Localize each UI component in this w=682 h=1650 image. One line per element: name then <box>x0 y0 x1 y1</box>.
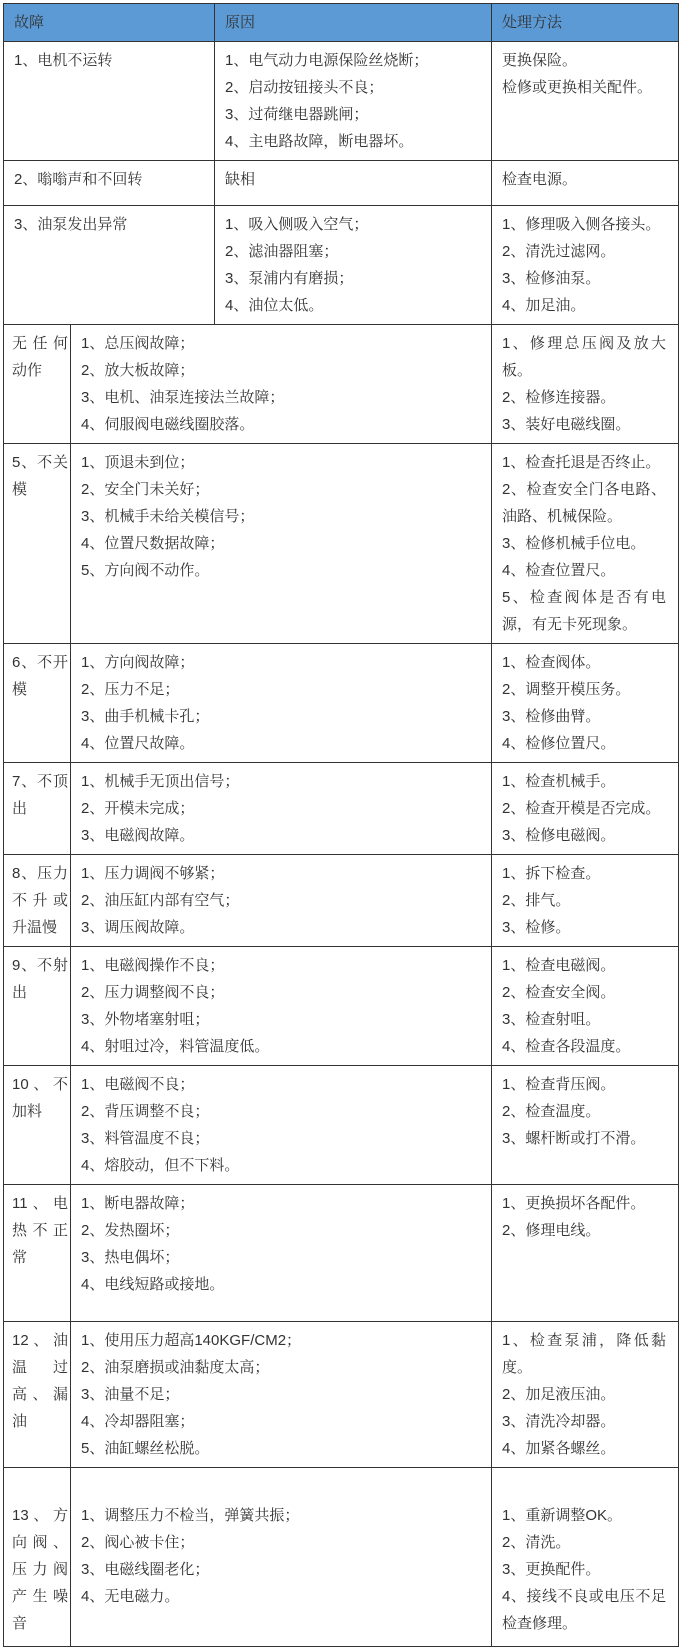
cause-item: 1、吸入侧吸入空气； <box>225 216 369 233</box>
troubleshooting-document <box>0 3 682 1647</box>
cause-item: 1、使用压力超高140KGF/CM2； <box>81 1332 302 1349</box>
fault-line: 11、电 <box>12 1195 68 1212</box>
cause-item: 1、机械手无顶出信号； <box>81 773 240 790</box>
treatment-item: 1、拆下检查。 <box>502 865 601 882</box>
treatment-item: 1、修理总压阀及放大板。 <box>502 335 666 379</box>
cause-cell <box>71 325 492 443</box>
cause-item: 2、背压调整不良； <box>81 1103 210 1120</box>
cause-item: 2、开模未完成； <box>81 800 195 817</box>
fault-line: 模 <box>12 681 28 698</box>
treatment-cell <box>492 763 678 854</box>
treatment-item: 3、检修曲臂。 <box>502 708 601 725</box>
cause-item: 2、放大板故障； <box>81 362 195 379</box>
header-cell-remedy <box>492 4 678 41</box>
cause-item: 2、发热圈坏； <box>81 1222 180 1239</box>
cause-item: 4、射咀过冷，料管温度低。 <box>81 1038 270 1055</box>
fault-table <box>3 3 679 1647</box>
cause-item: 3、热电偶坏； <box>81 1249 180 1266</box>
fault-line: 动作 <box>12 362 43 379</box>
table-row <box>4 1468 678 1646</box>
treatment-item: 2、清洗。 <box>502 1534 571 1551</box>
header-label-cause: 原因 <box>225 14 256 31</box>
cause-item: 2、安全门未关好； <box>81 481 210 498</box>
cause-item: 1、总压阀故障； <box>81 335 195 352</box>
table-row <box>4 763 678 855</box>
fault-cell <box>4 1185 71 1321</box>
header-cell-cause <box>215 4 492 41</box>
fault-line: 向阀、 <box>12 1534 68 1551</box>
treatment-item: 3、检修油泵。 <box>502 270 601 287</box>
fault-line: 加料 <box>12 1103 43 1120</box>
cause-item: 2、油压缸内部有空气； <box>81 892 240 909</box>
cause-item: 3、电机、油泵连接法兰故障； <box>81 389 285 406</box>
treatment-item: 4、加足油。 <box>502 297 586 314</box>
cause-item: 3、料管温度不良； <box>81 1130 210 1147</box>
treatment-item: 4、检修位置尺。 <box>502 735 616 752</box>
table-header-row <box>4 4 678 42</box>
fault-cell <box>4 1066 71 1184</box>
cause-item: 1、压力调阀不够紧； <box>81 865 225 882</box>
cause-item: 1、顶退未到位； <box>81 454 195 471</box>
cause-item: 2、滤油器阻塞； <box>225 243 339 260</box>
treatment-item: 检查电源。 <box>502 171 578 188</box>
fault-line: 7、不顶 <box>12 773 68 790</box>
cause-item: 1、电磁阀不良； <box>81 1076 195 1093</box>
table-row <box>4 325 678 444</box>
cause-item: 缺相 <box>225 171 256 188</box>
treatment-item: 2、排气。 <box>502 892 571 909</box>
table-row <box>4 161 678 206</box>
fault-line: 出 <box>12 984 28 1001</box>
treatment-item: 3、清洗冷却器。 <box>502 1413 616 1430</box>
cause-item: 2、启动按钮接头不良； <box>225 79 384 96</box>
cause-item: 4、油位太低。 <box>225 297 324 314</box>
cause-cell <box>71 855 492 946</box>
fault-cell <box>4 947 71 1065</box>
treatment-item: 1、检查背压阀。 <box>502 1076 616 1093</box>
treatment-item: 1、检查阀体。 <box>502 654 601 671</box>
fault-line: 1、电机不运转 <box>14 52 113 69</box>
cause-item: 3、外物堵塞射咀； <box>81 1011 210 1028</box>
cause-item: 1、调整压力不检当，弹簧共振； <box>81 1507 300 1524</box>
cause-item: 2、油泵磨损或油黏度太高； <box>81 1359 270 1376</box>
cause-item: 3、电磁线圈老化； <box>81 1561 210 1578</box>
cause-item: 3、油量不足； <box>81 1386 180 1403</box>
table-row <box>4 1322 678 1468</box>
treatment-item: 更换保险。 <box>502 52 578 69</box>
treatment-item: 3、检修机械手位电。 <box>502 535 646 552</box>
cause-item: 5、油缸螺丝松脱。 <box>81 1440 210 1457</box>
fault-line: 12、油 <box>12 1332 68 1349</box>
treatment-item: 3、装好电磁线圈。 <box>502 416 631 433</box>
fault-line: 升温慢 <box>12 919 58 936</box>
fault-line: 温过 <box>12 1359 68 1376</box>
cause-item: 4、位置尺故障。 <box>81 735 195 752</box>
fault-cell <box>4 1468 71 1646</box>
treatment-item: 2、检查开模是否完成。 <box>502 800 661 817</box>
header-cell-fault <box>4 4 215 41</box>
treatment-item: 2、加足液压油。 <box>502 1386 616 1403</box>
cause-item: 3、泵浦内有磨损； <box>225 270 354 287</box>
cause-cell <box>71 947 492 1065</box>
treatment-item: 2、修理电线。 <box>502 1222 601 1239</box>
treatment-item: 1、更换损坏各配件。 <box>502 1195 646 1212</box>
treatment-cell <box>492 444 678 643</box>
cause-item: 4、无电磁力。 <box>81 1588 180 1605</box>
header-label-fault: 故障 <box>14 14 45 31</box>
treatment-item: 4、加紧各螺丝。 <box>502 1440 616 1457</box>
fault-line: 5、不关 <box>12 454 68 471</box>
fault-cell <box>4 444 71 643</box>
fault-cell <box>4 1322 71 1467</box>
cause-item: 4、位置尺数据故障； <box>81 535 225 552</box>
fault-line: 产生噪 <box>12 1588 68 1605</box>
treatment-cell <box>492 644 678 762</box>
treatment-cell <box>492 855 678 946</box>
fault-line: 6、不开 <box>12 654 68 671</box>
treatment-cell <box>492 947 678 1065</box>
treatment-item: 2、检查温度。 <box>502 1103 601 1120</box>
treatment-cell <box>492 1066 678 1184</box>
fault-line: 8、压力 <box>12 865 68 882</box>
cause-cell <box>71 1185 492 1321</box>
cause-cell <box>71 1468 492 1646</box>
cause-item: 3、调压阀故障。 <box>81 919 195 936</box>
treatment-cell <box>492 1185 678 1321</box>
cause-item: 3、曲手机械卡孔； <box>81 708 210 725</box>
cause-item: 3、机械手未给关模信号； <box>81 508 255 525</box>
fault-cell <box>4 206 215 324</box>
cause-item: 5、方向阀不动作。 <box>81 562 210 579</box>
table-body <box>4 42 678 1646</box>
treatment-item: 1、检查机械手。 <box>502 773 616 790</box>
treatment-item: 2、清洗过滤网。 <box>502 243 616 260</box>
fault-line: 压力阀 <box>12 1561 68 1578</box>
treatment-item: 3、检修。 <box>502 919 571 936</box>
cause-item: 4、冷却器阻塞； <box>81 1413 195 1430</box>
cause-item: 2、压力调整阀不良； <box>81 984 225 1001</box>
fault-cell <box>4 763 71 854</box>
cause-cell <box>215 206 492 324</box>
treatment-cell <box>492 1322 678 1467</box>
fault-line: 模 <box>12 481 28 498</box>
treatment-item: 1、检查电磁阀。 <box>502 957 616 974</box>
cause-item: 3、过荷继电器跳闸； <box>225 106 369 123</box>
treatment-item: 3、螺杆断或打不滑。 <box>502 1130 646 1147</box>
cause-item: 4、伺服阀电磁线圈胶落。 <box>81 416 255 433</box>
table-row <box>4 1066 678 1185</box>
fault-cell <box>4 161 215 205</box>
treatment-item: 3、检修电磁阀。 <box>502 827 616 844</box>
fault-line: 2、嗡嗡声和不回转 <box>14 171 143 188</box>
treatment-item: 4、接线不良或电压不足检查修理。 <box>502 1588 666 1632</box>
cause-cell <box>71 644 492 762</box>
treatment-item: 5、检查阀体是否有电源，有无卡死现象。 <box>502 589 666 633</box>
table-row <box>4 855 678 947</box>
cause-cell <box>215 161 492 205</box>
table-row <box>4 947 678 1066</box>
treatment-item: 1、检查泵浦，降低黏度。 <box>502 1332 666 1376</box>
cause-item: 3、电磁阀故障。 <box>81 827 195 844</box>
fault-line: 出 <box>12 800 28 817</box>
treatment-item: 1、修理吸入侧各接头。 <box>502 216 661 233</box>
treatment-item: 2、检查安全门各电路、油路、机械保险。 <box>502 481 666 525</box>
cause-cell <box>71 763 492 854</box>
table-row <box>4 1185 678 1322</box>
fault-line: 音 <box>12 1615 28 1632</box>
fault-line: 10、不 <box>12 1076 68 1093</box>
fault-line: 不升或 <box>12 892 68 909</box>
cause-item: 1、电气动力电源保险丝烧断； <box>225 52 429 69</box>
fault-line: 高、漏 <box>12 1386 68 1403</box>
fault-line: 9、不射 <box>12 957 68 974</box>
treatment-item: 1、重新调整OK。 <box>502 1507 623 1524</box>
treatment-cell <box>492 206 678 324</box>
fault-line: 13、方 <box>12 1507 68 1524</box>
cause-item: 1、方向阀故障； <box>81 654 195 671</box>
treatment-cell <box>492 42 678 160</box>
table-row <box>4 644 678 763</box>
fault-line: 油 <box>12 1413 28 1430</box>
cause-item: 4、熔胶动，但不下料。 <box>81 1157 240 1174</box>
cause-item: 4、主电路故障，断电器坏。 <box>225 133 414 150</box>
fault-line: 热不正 <box>12 1222 68 1239</box>
treatment-item: 2、检查安全阀。 <box>502 984 616 1001</box>
treatment-item: 2、调整开模压务。 <box>502 681 631 698</box>
fault-line: 3、油泵发出异常 <box>14 216 128 233</box>
cause-cell <box>71 1322 492 1467</box>
cause-cell <box>71 444 492 643</box>
fault-line: 常 <box>12 1249 28 1266</box>
cause-item: 2、阀心被卡住； <box>81 1534 195 1551</box>
treatment-cell <box>492 161 678 205</box>
cause-item: 1、断电器故障； <box>81 1195 195 1212</box>
treatment-cell <box>492 325 678 443</box>
treatment-item: 4、检查各段温度。 <box>502 1038 631 1055</box>
treatment-item: 检修或更换相关配件。 <box>502 79 653 96</box>
treatment-cell <box>492 1468 678 1646</box>
cause-cell <box>215 42 492 160</box>
cause-item: 1、电磁阀操作不良； <box>81 957 225 974</box>
table-row <box>4 206 678 325</box>
treatment-item: 1、检查托退是否终止。 <box>502 454 661 471</box>
treatment-item: 3、更换配件。 <box>502 1561 601 1578</box>
table-row <box>4 444 678 644</box>
treatment-item: 4、检查位置尺。 <box>502 562 616 579</box>
treatment-item: 2、检修连接器。 <box>502 389 616 406</box>
fault-cell <box>4 644 71 762</box>
cause-item: 2、压力不足； <box>81 681 180 698</box>
fault-cell <box>4 325 71 443</box>
table-row <box>4 42 678 161</box>
fault-cell <box>4 855 71 946</box>
treatment-item: 3、检查射咀。 <box>502 1011 601 1028</box>
header-label-remedy: 处理方法 <box>502 14 563 31</box>
cause-item: 4、电线短路或接地。 <box>81 1276 225 1293</box>
fault-line: 无任何 <box>12 335 68 352</box>
fault-cell <box>4 42 215 160</box>
cause-cell <box>71 1066 492 1184</box>
